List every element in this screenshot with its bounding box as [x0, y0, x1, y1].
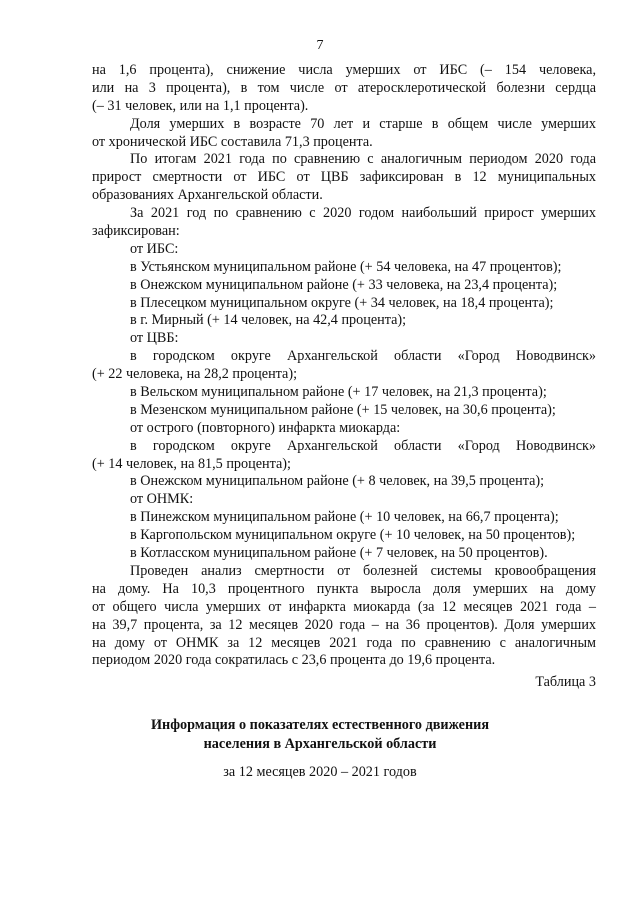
list-item: в Котласском муниципальном районе (+ 7 человек, на 50 процентов).	[130, 545, 548, 562]
list-item-continuation: (+ 14 человек, на 81,5 процента);	[92, 455, 291, 472]
table-title-line-1: Информация о показателях естественного движения	[151, 717, 489, 733]
list-item: в Плесецком муниципальном округе (+ 34 человек, на 18,4 процента);	[130, 294, 554, 311]
text-line: от общего числа умерших от инфаркта миокарда (за 12 месяцев 2021 года –	[92, 598, 596, 615]
text-line: на 39,7 процента, за 12 месяцев 2020 года – на 36 процентов). Доля умерших	[92, 616, 596, 633]
page-number: 7	[316, 38, 324, 53]
text-line: За 2021 год по сравнению с 2020 годом наибольший прирост умерших	[130, 205, 596, 222]
list-heading: от ИБС:	[130, 240, 179, 257]
text-line: Доля умерших в возрасте 70 лет и старше в общем числе умерших	[130, 115, 596, 132]
list-item: в Пинежском муниципальном районе (+ 10 человек, на 66,7 процента);	[130, 509, 559, 526]
list-item: в Вельском муниципальном районе (+ 17 человек, на 21,3 процента);	[130, 384, 547, 401]
list-item-continuation: (+ 22 человека, на 28,2 процента);	[92, 366, 298, 383]
text-line: прирост смертности от ИБС от ЦВБ зафиксирован в 12 муниципальных	[92, 169, 596, 186]
table-label: Таблица 3	[535, 674, 596, 690]
list-heading: от ОНМК:	[130, 491, 194, 508]
body-text	[92, 62, 596, 670]
text-line: на 1,6 процента), снижение числа умерших от ИБС (– 154 человека,	[92, 62, 596, 78]
list-item: в г. Мирный (+ 14 человек, на 42,4 процента);	[130, 312, 407, 329]
list-item: в Онежском муниципальном районе (+ 8 человек, на 39,5 процента);	[130, 473, 545, 490]
list-item: в Устьянском муниципальном районе (+ 54 человека, на 47 процентов);	[130, 258, 562, 275]
text-line: образованиях Архангельской области.	[92, 187, 323, 204]
text-line: на дому. На 10,3 процентного пункта выросла доля умерших на дому	[92, 580, 596, 597]
text-line: или на 3 процента), в том числе от атеросклеротической болезни сердца	[92, 79, 596, 96]
text-line: По итогам 2021 года по сравнению с аналогичным периодом 2020 года	[130, 151, 596, 168]
text-line: на дому от ОНМК за 12 месяцев 2021 года по сравнению с аналогичным	[92, 634, 596, 651]
table-title-line-2: населения в Архангельской области	[203, 736, 437, 752]
text-line: (– 31 человек, или на 1,1 процента).	[92, 97, 309, 114]
text-line: зафиксирован:	[92, 223, 180, 240]
table-subtitle: за 12 месяцев 2020 – 2021 годов	[223, 764, 417, 780]
list-item: в городском округе Архангельской области «Город Новодвинск»	[130, 437, 596, 454]
list-item: в Онежском муниципальном районе (+ 33 человека, на 23,4 процента);	[130, 276, 558, 293]
list-item: в Каргопольском муниципальном округе (+ 10 человек, на 50 процентов);	[130, 527, 576, 544]
text-line: от хронической ИБС составила 71,3 процента.	[92, 133, 373, 150]
text-line: периодом 2020 года сократилась с 23,6 процента до 19,6 процента.	[92, 652, 496, 669]
list-item: в Мезенском муниципальном районе (+ 15 человек, на 30,6 процента);	[130, 401, 556, 418]
list-item: в городском округе Архангельской области «Город Новодвинск»	[130, 348, 596, 365]
list-heading: от ЦВБ:	[130, 330, 179, 347]
list-heading: от острого (повторного) инфаркта миокарда:	[130, 419, 401, 436]
text-line: Проведен анализ смертности от болезней системы кровообращения	[130, 562, 596, 579]
